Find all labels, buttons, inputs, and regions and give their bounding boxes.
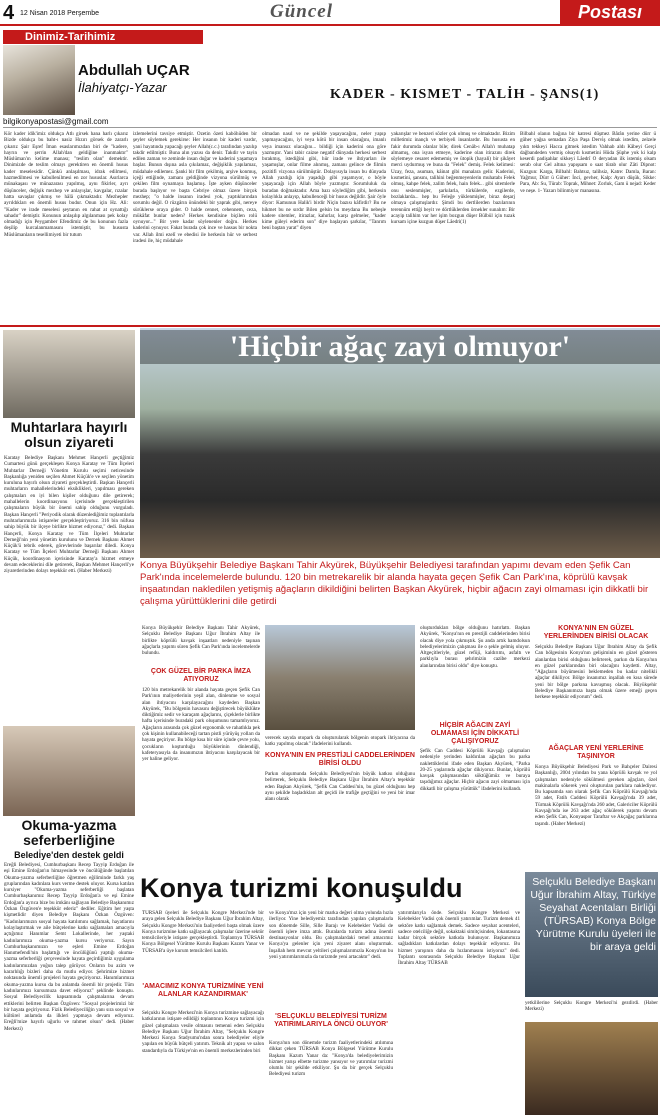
- article1-headline: 'Hiçbir ağaç zayi olmuyor': [140, 330, 660, 364]
- article3-body: Ereğli Belediyesi, Cumhurbaşkanı Recep Tayyip Erdoğan ile eşi Emine Erdoğan'ın himayesinde ve öncülüğünde başlatılan Okuma-yazma seferberliğine öğretmen eğiliminde farklı yaş gruplarından kadınlara kurs verme destek oluyor. Kursa katılan kursiyer "Okuma-yazma seferberliği başlatan Cumhurbaşkanımız Recep Tayyip Erdoğan'a ve eşi Emine Erdoğan'a ayrıca bize bu imkânı sağlayan Belediye Başkanımız Özkan Özgüven'e teşekkür ederiz" dediler. Eğitim her yaşta kişmetlidir diyen Belediye Başkanı Özkan Özgüven: "Kadınlarımızın sosyal hayata katılımını sağlamak, hayatlarını kolaylaştırmak ve aile bütçelerine katkı sağlamaları amacıyla açtığımız Hanımlar Semt Lokallerinde, her yaştaki kadınlarımıza okuma-yazma kursu veriyoruz. Sayın Cumhurbaşkanımızın ve eşleri Emine Erdoğan Hanımefendi'nin başlattığı ve öncülüğünü yaptığı okuma-yazma seferberliği çerçevesinde hayata geçirdiğimiz uygulama kadınlarımızdan yoğun talep görüyor. Onların bu azim ve kararlılığı bizleri daha da mutlu ediyor. Şehrimize hizmet noktasında önemli projeleri hayata geçiriyoruz. Hanımlarımıza okuma-yazma kursu da bu anlamda önemli bir projedir. Tüm kadınlarımızı kursumuza davet ediyoruz" şeklinde konuştu. Sosyal Belediyecilik kapsamında çalışmalarına devam ettiklerini belirten Başkan Özgüven: "Sosyal projelerimizi bir bir hayata geçiriyoruz. Fizik Belediyeciliğin yanı sıra sosyal ve kültürel anlamda da ilkleri yapmaya devam ediyoruz. Ereğli'mize hayırlı uğurlu ve rahmet olsun" dedi. (Haber Merkezi): [4, 862, 134, 1032]
- column-divider: [3, 127, 657, 128]
- article4-sub-2: 'SELÇUKLU BELEDİYESİ TURİZM YATIRIMLARIYLA ÖNCÜ OLUYOR': [274, 1013, 388, 1028]
- article1-sub-4: KONYA'NIN EN GÜZEL YERLERİNDEN BİRİSİ OLACAK: [543, 625, 649, 640]
- article4-body-1: TÜRSAB üyeleri ile Selçuklu Kongre Merkezi'nde bir araya gelen Selçuklu Belediye Başkanı Uğur İbrahim Altay, Selçuklu Kongre Merkezi'nin faaliyetleri başta olmak üzere Konya turizmine katkı sağlayacak çalışmalar üzerine sektör temsilcileriyle istişare gerçekleştirdi. Toplantıya TÜRSAB Konya Bölgesel Yürütme Kurulu Başkanı Kazım Yanar ve TÜRSAB'a üye kurum temsilcileri katıldı.: [142, 910, 264, 954]
- author-email: bilgikonyapostasi@gmail.com: [3, 117, 109, 126]
- article4-headline: Konya turizmi konuşuldu: [140, 873, 463, 903]
- article4-sub-1: 'AMACIMIZ KONYA TURİZMİNE YENİ ALANLAR KAZANDIRMAK': [142, 983, 264, 998]
- article2-headline: Muhtarlara hayırlı olsun ziyareti: [10, 419, 128, 450]
- column-text-2: izlemelerini tavsiye etmiştir. Özetin özeti kaböhüden bir şeyler söylemek gerekirse: Her insanın bir kaderi vardır, yani hayatında yapacağı şeyler Allah(c.c.) tarafından yazılıp takdir edilmiştir. Buna alın yazısı da denir. Takdir ve tayin edilen zaman ve zeminde insan doğar ve kaderini yaşamaya başlar. Bunun dışına asla çıkılamaz, değişiklik yapılamaz, müdahale edilemez. Şanki bir film çekilmiş, arşive konmuş, içeği ettiğinde, zamanı geldiğinde vizyona sürülmüş ve çekilen film oynamaya başlamış. İşte ayken düşünceler burada başlıyor ve başta Cebriye olmaz üzere birçok mezhep; "o halde insanın iradesi yok, yaptıklarından sorumlu değil. O rüzgârın önündeki bir yaprak gibi, nereye sürüklerse oraya gider. O halde cennet, cehennem, ceza, mükâfat bunlar neden? Herkes kendisine biçilen rolü oynuyor..." Bir yere kadar söylenenler doğru. Herkes kaderini oynuyor. Fakat burada çok ince ve hassas bir nokta var. Allah ilmi ezelî ve ebedisi ile herkesin hür ve serbest iradesi ile, hiç müdahale: [133, 131, 257, 245]
- section-divider: [0, 325, 660, 327]
- article1-body-3: verecek sayıda otopark da oluşturularak bölgenin otopark ihtiyacına da katkı yapılmış olacak" ifadelerini kullandı.: [265, 735, 415, 748]
- article1-body-6: Şefik Can Caddesi Köprülü Kavşağı çalışmaları nedeniyle yerinden kaldırılan ağaçları bu parka naklettiklerini ifade eden Başkan Akyürek, "Parka 20-25 yaşlarında ağaçlar dikiyoruz. Bunlar, köprülü kavşak çalışmasından söktüğümüz ve buraya taşıdığımız ağaçlar. Hiçbir ağacın zayi olmaması için dikkatli bir çalışma yürüttük" ifadelerini kullandı.: [420, 748, 530, 792]
- author-role: İlahiyatçı-Yazar: [78, 80, 167, 95]
- column-text-1: Kör kader idik'imiz oldukça Atlı girsek hana harlı çıkarız Bizde oldukça bu baht-ı nasiz Hızırı görsek de zararlı çıkarız Şair Eşref İman esaslarımızdan biri de "kadere, hayrın ve şerrin Allah'dan geldiğine inanmaktır" Müslüman'ın kelime manası; "teslim olan" demektir. Dinimizde de teslim olmayı gerektiren en önemli husus kader meselesidir. Çünkü anlaşılması, idrak edilmesi, hazmedilmesi ve kabullenilmesi en zor hususlar. Asırlarca münakaşası ve münazarası yapılmış, aynı fikirler, ayrı düşünceler, değişik mezhep ve anlayışlar, kavgalar, rızalar hatta savaşlar çıkmış ve hâlâ çıkmaktadır. Mezhepler ayrıldıkları en önemli husus budur. Onun için Hz. Ali: "Kader ve irade meselesi şeytanın en rahat at oynattığı sahadır" demiştir. Konunun anlaşılıp algılanması pek kolay olmadığı için Peygamber Efendimiz de bu konunun fazla deşilip kurcalanmamasını istemiştir, bu hususta Müslümanların tesellimiyeti bir tutum: [4, 131, 128, 238]
- article4-body-5: yatırımlarıyla önde. Selçuklu Kongre Merkezi ve Kelebekler Vadisi çok önemli yatırımlar. Turizm demek 41 sektöre katkı sağlamak demek. Sadece seyahat acenteleri, sadece otelciliğe değil, sokaktaki simitçisinden, lokantasına kadar birçok sektöre katkıda bulunuyor. Başkanımıza sağladıkları katkılardan dolayı teşekkür ediyoruz. Bu hizmet yarışının daha da hızlanmasını istiyoruz" dedi. Toplantı sonrasında Selçuklu Belediye Başkanı Uğur İbrahim Altay TÜRSAB: [398, 910, 520, 967]
- article1-body-2: 120 bin metrekarelik bir alanda hayata geçen Şefik Can Park'ının maliyetlerinin yeşil alan, dinlenme ve sosyal alan ihtiyacını karşılayacağını kaydeden Başkan Akyürek, "Bu bölgenin havasını değiştirecek büyüklükte diktiğimiz sedir ve karaçam ağaçlarını, çiçeklerle birlikte hafta içerisinde buradaki park oluşumunu tamamlıyoruz. Ağaçların arasında çok güzel ergonomik ve rahatlıkla pek çok kişinin kullanabileceği tartan pistli yürüyüş yolları da hayata geçiriyor. Bu bölge kısa bir süre içinde çevre yolu, çocukların koşturduğu büyüklerinin dinlendiği, kafeteryasıyla da insanımızın ihtiyacını karşılayacak bir yer haline geliyor.: [142, 687, 260, 763]
- article1-sub-1: ÇOK GÜZEL BİR PARKA İMZA ATIYORUZ: [150, 668, 252, 683]
- article4-caption: Selçuklu Belediye Başkanı Uğur İbrahim Altay, Türkiye Seyahat Acentaları Birliği (TÜRSAB) Konya Bölge Yürütme Kurulu üyeleri ile bir araya geldi: [530, 876, 656, 953]
- article1-body-5: oluşturdukları bölge olduğunu hatırlattı. Başkan Akyürek, "Konya'nın en prestijli caddelerinden birisi olacak diye yola çıkmıştık. Şu anda artık hamdolsun belediyelerimizin çalışması ile o şekle gelmiş oluyor. Altgeçitleriyle, güzel refüji, kaldırımı, asfaltı ve parklıyla burası şehrimizin cazibe merkezi alanlarından birisi oldu" diye konuştu.: [420, 625, 530, 669]
- column-section-header: Dinimiz-Tarihimiz: [3, 30, 203, 44]
- author-photo: [3, 45, 75, 115]
- muhtar-photo: [3, 330, 135, 418]
- section-title: Güncel: [270, 1, 333, 22]
- article2-body: Karatay Belediye Başkanı Mehmet Hançerli geçtiğimiz Cumartesi günü gerçekleşen Konya Karatay ve Tüm İlçeleri Muhtarlar Derneği Yönetim Kurulu seçimi neticesinde Başkanlığa yeniden seçilen Ahmet Küçük'e ve seçilen yönetim kuruluna hayırlı olsun ziyareti gerçekleştirdi. Başkan Hançerli muhtarların mahallelerindeki eksiklikleri, yapılması gereken çalışmaları en iyi bilen kişiler olduğunu dile getirerek; mahallelerin koordinasyonu içerisinde gerçekleştirilen çalışmaların büyük bir önemi sahip olduğunu vurguladı. Başkan Hançerli "Periyodik olarak düzenlediğimiz toplantılarla muhtarlarımızla istişareler gerçekleştiriyoruz. 316 bin nüfusa sahip büyük bir ilçeye birlikte hizmet ediyoruz," dedi. Başkan Hançerli, Konya Karatay ve Tüm İlçeleri Muhtarlar Derneği'nin yeni yönetim kurulunu ve Dernek Başkanı Ahmet Küçük'ü tebrik ederek, görevlerinde başarılar diledi. Konya Karatay ve Tüm İlçeleri Muhtarlar Derneği Başkanı Ahmet Küçük, koordinasyon içerisinde Karatay'a hizmet etmeye devam edeceklerini dile getirerek, Başkan Mehmet Hançerli'ye ziyaretlerinden dolayı teşekkür etti. (Haber Merkezi): [4, 455, 134, 575]
- article1-body-8: Konya Büyükşehir Belediyesi Park ve Bahçeler Dairesi Başkanlığı, 2004 yılından bu yana köprülü kavşak ve yol çalışmaları nedeniyle sökülmesi gereken ağaçları, özel makinalarla sökerek yeni oluşturulan parklara naklediyor. Bu kapsamda son olarak Şefik Can Köprülü Kavşağı'nda 59 adet, Fatih Caddesi Köprülü Kavşağı'nda 39 adet, Türmak Köprülü Kavşağı'nda 260 adet, Galericiler Köprülü Kavşağı'nda ise 263 adet ağaç sökülerek yapımı devam eden Şefik Can, Konyaspor Taraftar ve Akçağaç parklarına taşındı. (Haber Merkezi): [535, 764, 657, 827]
- article3-subhead: Beledi̇ye'den destek geldi: [14, 850, 124, 860]
- article1-body-1: Konya Büyükşehir Belediye Başkanı Tahir Akyürek, Selçuklu Belediye Başkanı Uğur İbrahim Altay ile birlikte köprülü kavşak inşaatları nedeniyle taşınan ağaçlarla yapımı süren Şefik Can Park'ında incelemelerde bulundu.: [142, 625, 260, 657]
- article1-sub-3: HİÇBİR AĞACIN ZAYİ OLMAMASI İÇİN DİKKATLİ ÇALIŞIYORUZ: [430, 722, 520, 745]
- article1-body-4: Parkın oluşumunda Selçuklu Belediyesi'nin büyük katkısı olduğunu belirterek, Selçuklu Belediye Başkanı Uğur İbrahim Altay'a teşekkür eden Başkan Akyürek, "Şefik Can Caddesi'nin, bu güzel olduğunu hep aynı şekilde başladıkları alt geçidi ile trafiğe geçtiğini ve yeni bir imar alanı olarak: [265, 771, 415, 803]
- article4-body-4: Konya'nın son dönemde turizm faaliyetlerindeki atılımına dikkat çeken TÜRSAB Konya Bölgesel Yürütme Kurulu Başkanı Kazım Yanar da: "Konya'da belediyelerimizin hizmet yarışı elbette turizme yansıyor ve yatırımlar turizmi olumlu bir şekilde etkiliyor. Şu da bir gerçek Selçuklu Belediyesi turizm: [269, 1040, 393, 1078]
- article1-sub-5: AĞAÇLAR YENİ YERLERİNE TAŞINIYOR: [548, 745, 644, 760]
- article1-sub-2: KONYA'NIN EN PRESTİJLİ CADDELERİNDEN BİRİSİ OLDU: [265, 752, 415, 767]
- park-area-photo: [265, 625, 415, 730]
- column-headline: KADER - KISMET - TALİH - ŞANS(1): [330, 87, 600, 102]
- article1-body-7: Selçuklu Belediye Başkanı Uğur İbrahim Altay da Şefik Can bölgesinin Konya'nın gelişiminin en güzel gösteren alanlardan birisi olduğunu belirterek, parkın da Konya'nın en güzel parklarından biri olacağını kaydetti. Altay, "Ağaçların büyümesini beklemeden bu kadar nitelikli ağaçlar dikiliyor. Bölge insanımız inşallah en kısa sürede yeni bir bölge parkına kavuşmuş olacak. Büyükşehir Belediye Başkanımıza başta olmak üzere emeği geçen herkese teşekkür ediyorum" dedi.: [535, 644, 657, 701]
- article1-subhead: Konya Büyükşehir Belediye Başkanı Tahir Akyürek, Büyükşehir Belediyesi tarafından yapımı devam eden Şefik Can Park'ında incelemelerde bulundu. 120 bin metrekarelik bir alanda hayata geçen Şefik Can Park'ına, köprülü kavşak inşaatından nakledilen yetişmiş ağaçların dikildiğini belirten Başkan Akyürek, hiçbir ağacın zayi olmaması için dikkatli bir çalışma yürüttüklerini dile getirdi: [140, 560, 649, 607]
- article4-body-6: yetkililerine Selçuklu Kongre Merkezi'ni gezdirdi. (Haber Merkezi): [525, 1000, 658, 1013]
- literacy-course-photo: [3, 726, 135, 816]
- article3-headline: Okuma-yazma seferberliğine: [21, 817, 117, 848]
- column-text-3: olmadan nasıl ve ne şekilde yaşayacağını, neler yapıp yapmayacağını, iyi veya kötü bir insan olacağını, imanlı veya imansız olacağını... bildiği için kaderini ona göre yazmıştır. Yani tabir caizse negatif dünyada herkesi serbest bırakmış, istediğini gibi, hür irade ve ihtiyarları ile yaşamışlar, onlar filme alınmış, zamanı gelince de filmin pozitifi vizyona sürülmüştür. Dolayısıyla insan bu dünyada Allah yazdığı için yaşadığı gibi yaşamıyor, o böyle yaşayacağı için Allah böyle yazmıştır. Sorumluluk da buradan doğmaktadır. Ama bazı söylediğim gibi, herkesin kolaylıkla anlayıp, kabullenceği bir husus değildir. Şair öyle diyor: Kamunun Halik'i birdir Niçin bazısı kâfirdir? Bu ne hikmet bu ne sırdır Bilen gelsin bu meydana Bu nebeşle kadere sitemler, itirazlar, kahırlar, karşı gelmeler, "kader kime güleyi ederim son" diye başlayan şarkılar, "Tanrım beni baştan yarat" diyen: [262, 131, 386, 232]
- page-number: 4: [3, 2, 15, 24]
- article4-body-2: Selçuklu Kongre Merkezi'nin Konya turizmine sağlayacağı katkılarının istişare edildiği toplantının Konya turizmi için güzel çalışmalara vesile olmasını temenni eden Selçuklu Belediye Başkanı Uğur İbrahim Altay, "Selçuklu Kongre Merkezi Konya Stadyumu'ndan sonra belediyeler eliyle yapılan en büyük bütçeli yatırım. Teknik alt yapısı ve salon standardıyla da Türkiye'nin en önemli merkezlerinden biri: [142, 1010, 264, 1054]
- article4-body-3: ve Konya'mız için yeni bir marka değeri olma yolunda hızla ilerliyor. Yine belediyemiz tarafından yapılan çalışmalarla son dönemde Sille, Sille Barajı ve Kelebekler Vadisi de önemli işlere imza attık. Buralarda turizm adına önemli destinasyonlar oldu. Bu çalışmalardaki temel amacımız Konya'ya gelenler için yeni ziyaret alanı oluşturmak. İnşallah hem mevcut yeltileri çalışmalarımızla Konya'nın bu yeni yatırımlarımızla da turizmde yeni artacaktır" dedi.: [269, 910, 393, 961]
- newspaper-logo: Postası: [560, 0, 660, 24]
- page-date: 12 Nisan 2018 Perşembe: [20, 10, 99, 17]
- congress-center-photo: [525, 1022, 658, 1115]
- author-name: Abdullah UÇAR: [78, 62, 190, 79]
- column-text-5: Bilbahl olanın bağına bir katresi düşmez Bârân yerine dürr ü gûher yağsa semadan Ziya Paşa Dervi̇ş olmak istedim, zelzele yıktı tekkeyi Hacca gitmek istedim Vahhab aldı Kâbeyi Gerçi dağbandeden vermiş olsaydı kısmetini Hüda Şüphe yok ki kalp keserdi padişahlar sikkeyi Lâedrî O deryadan ilk istemiş olsam serab olur Gel altına yapışsam o saat türab olur Zâti Dipnot: Kuzgun: Karga, Bilbahl: Bahtsız, talihsiz, Katre: Damla, Baran: Yağmur, Dürr ü Güher: İnci, gevher, Kalp: Ayarı düşük, Sikke: Para, Ab: Su, Türab: Toprak, Mihnet: Zorluk, Gam ü nejad: Keder ve neşe. 1- Yazarı bilinmiyor manasına.: [520, 131, 656, 194]
- column-text-4: yakarışlar ve benzeri sözler çok olmuş ve olmaktadır. Bizim milletimiz inançlı ve terbiyeli insanlardır. Bu hususta en fakir durumda olanlar bile; direk Cenâb-ı Allah'ı muhatap almamış, ona isyan etmeye, kaderine olan itirazını direk söylemeye cesaret edememiş ve ütopik (hayali) bir şikâyet merci uydurmuş ve buna da "Felek" demiş. Felek kelimesi: Uzay, feza, asuman, kâinat gibi manalara gelir. Kaderini, kısmetini, şansını, talihini beğenmeyenlerin muhatabı Felek olmuş, kahpe felek, zalim felek, hain felek... gibi sitemlerle onu seslenmişler, şarkılarla, türkülerde, ezgilerde, bozlaklarda... hep bu Feleğe yüklenmişler, biraz deşarj olmaya çalışmışlardır. Şimdi bu dertlilerden bazılarının terennüm ettiği beyit ve dörtlüklerden örnekler sunalım: Bir acayip talihim var her işim bozgun düşer Bülbül için tuzak kursam içine kuzgun düşer Lâedri(1): [391, 131, 515, 226]
